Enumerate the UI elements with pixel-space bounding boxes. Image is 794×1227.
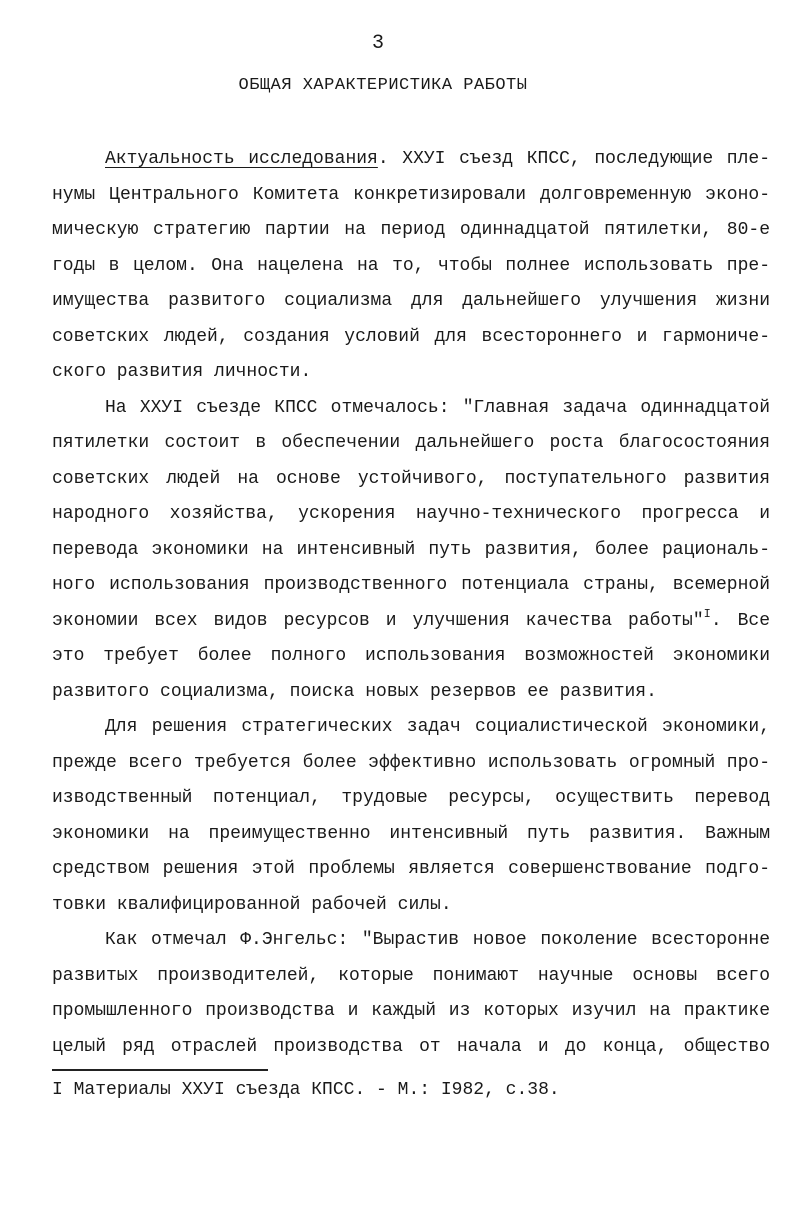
text-segment: экономии всех видов ресурсов и улучшения качества работы" [52, 610, 704, 631]
body-text [52, 142, 770, 1065]
underlined-heading: Актуальность исследования [105, 149, 378, 169]
text-line: пятилетки состоит в обеспечении дальнейшего роста благосостояния [52, 433, 770, 453]
text-line: товки квалифицированной рабочей силы. [52, 894, 452, 915]
text-line: целый ряд отраслей производства от начала и до конца, общество [52, 1036, 770, 1057]
text-line: экономики на преимущественно интенсивный путь развития. Важным [52, 823, 770, 844]
text-line: Как отмечал Ф.Энгельс: "Вырастив новое поколение всесторонне [105, 930, 770, 950]
text-line: нумы Центрального Комитета конкретизировали долговременную эконо- [52, 184, 770, 205]
footnote-divider [52, 1069, 268, 1071]
text-line: мическую стратегию партии на период одиннадцатой пятилетки, 80-е [52, 220, 770, 240]
text-line: промышленного производства и каждый из которых изучил на практике [52, 1001, 770, 1021]
footnote: I Материалы XXУI съезда КПСС. - М.: I982, с.38. [52, 1080, 560, 1100]
text-line: перевода экономики на интенсивный путь развития, более рациональ- [52, 539, 770, 560]
text-line: изводственный потенциал, трудовые ресурсы, осуществить перевод [52, 788, 770, 808]
text-line: Для решения стратегических задач социалистической экономики, [105, 717, 770, 737]
text-segment: . Все [710, 610, 770, 631]
text-line: ного использования производственного потенциала страны, всемерной [52, 575, 770, 595]
text-segment: . XXУI съезд КПСС, последующие пле- [377, 149, 770, 169]
section-title: ОБЩАЯ ХАРАКТЕРИСТИКА РАБОТЫ [238, 76, 528, 95]
text-line: имущества развитого социализма для дальнейшего улучшения жизни [52, 291, 770, 311]
text-line: ского развития личности. [52, 362, 312, 382]
text-line: годы в целом. Она нацелена на то, чтобы полнее использовать пре- [52, 255, 770, 276]
text-line: На XXУI съезде КПСС отмечалось: "Главная задача одиннадцатой [105, 397, 770, 418]
text-line: советских людей, создания условий для всестороннего и гармониче- [52, 326, 770, 347]
footnote-marker: I [703, 606, 711, 621]
text-line: средством решения этой проблемы является совершенствование подго- [52, 859, 770, 879]
text-line: советских людей на основе устойчивого, поступательного развития [52, 468, 770, 489]
text-line: развитых производителей, которые понимают научные основы всего [52, 965, 770, 986]
text-line [52, 142, 770, 178]
text-line: народного хозяйства, ускорения научно-технического прогресса и [52, 504, 770, 524]
page-number: 3 [371, 32, 384, 55]
text-line: это требует более полного использования возможностей экономики [52, 646, 770, 666]
text-line: развитого социализма, поиска новых резервов ее развития. [52, 681, 657, 702]
text-line [52, 604, 770, 640]
text-line: прежде всего требуется более эффективно использовать огромный про- [52, 752, 770, 773]
